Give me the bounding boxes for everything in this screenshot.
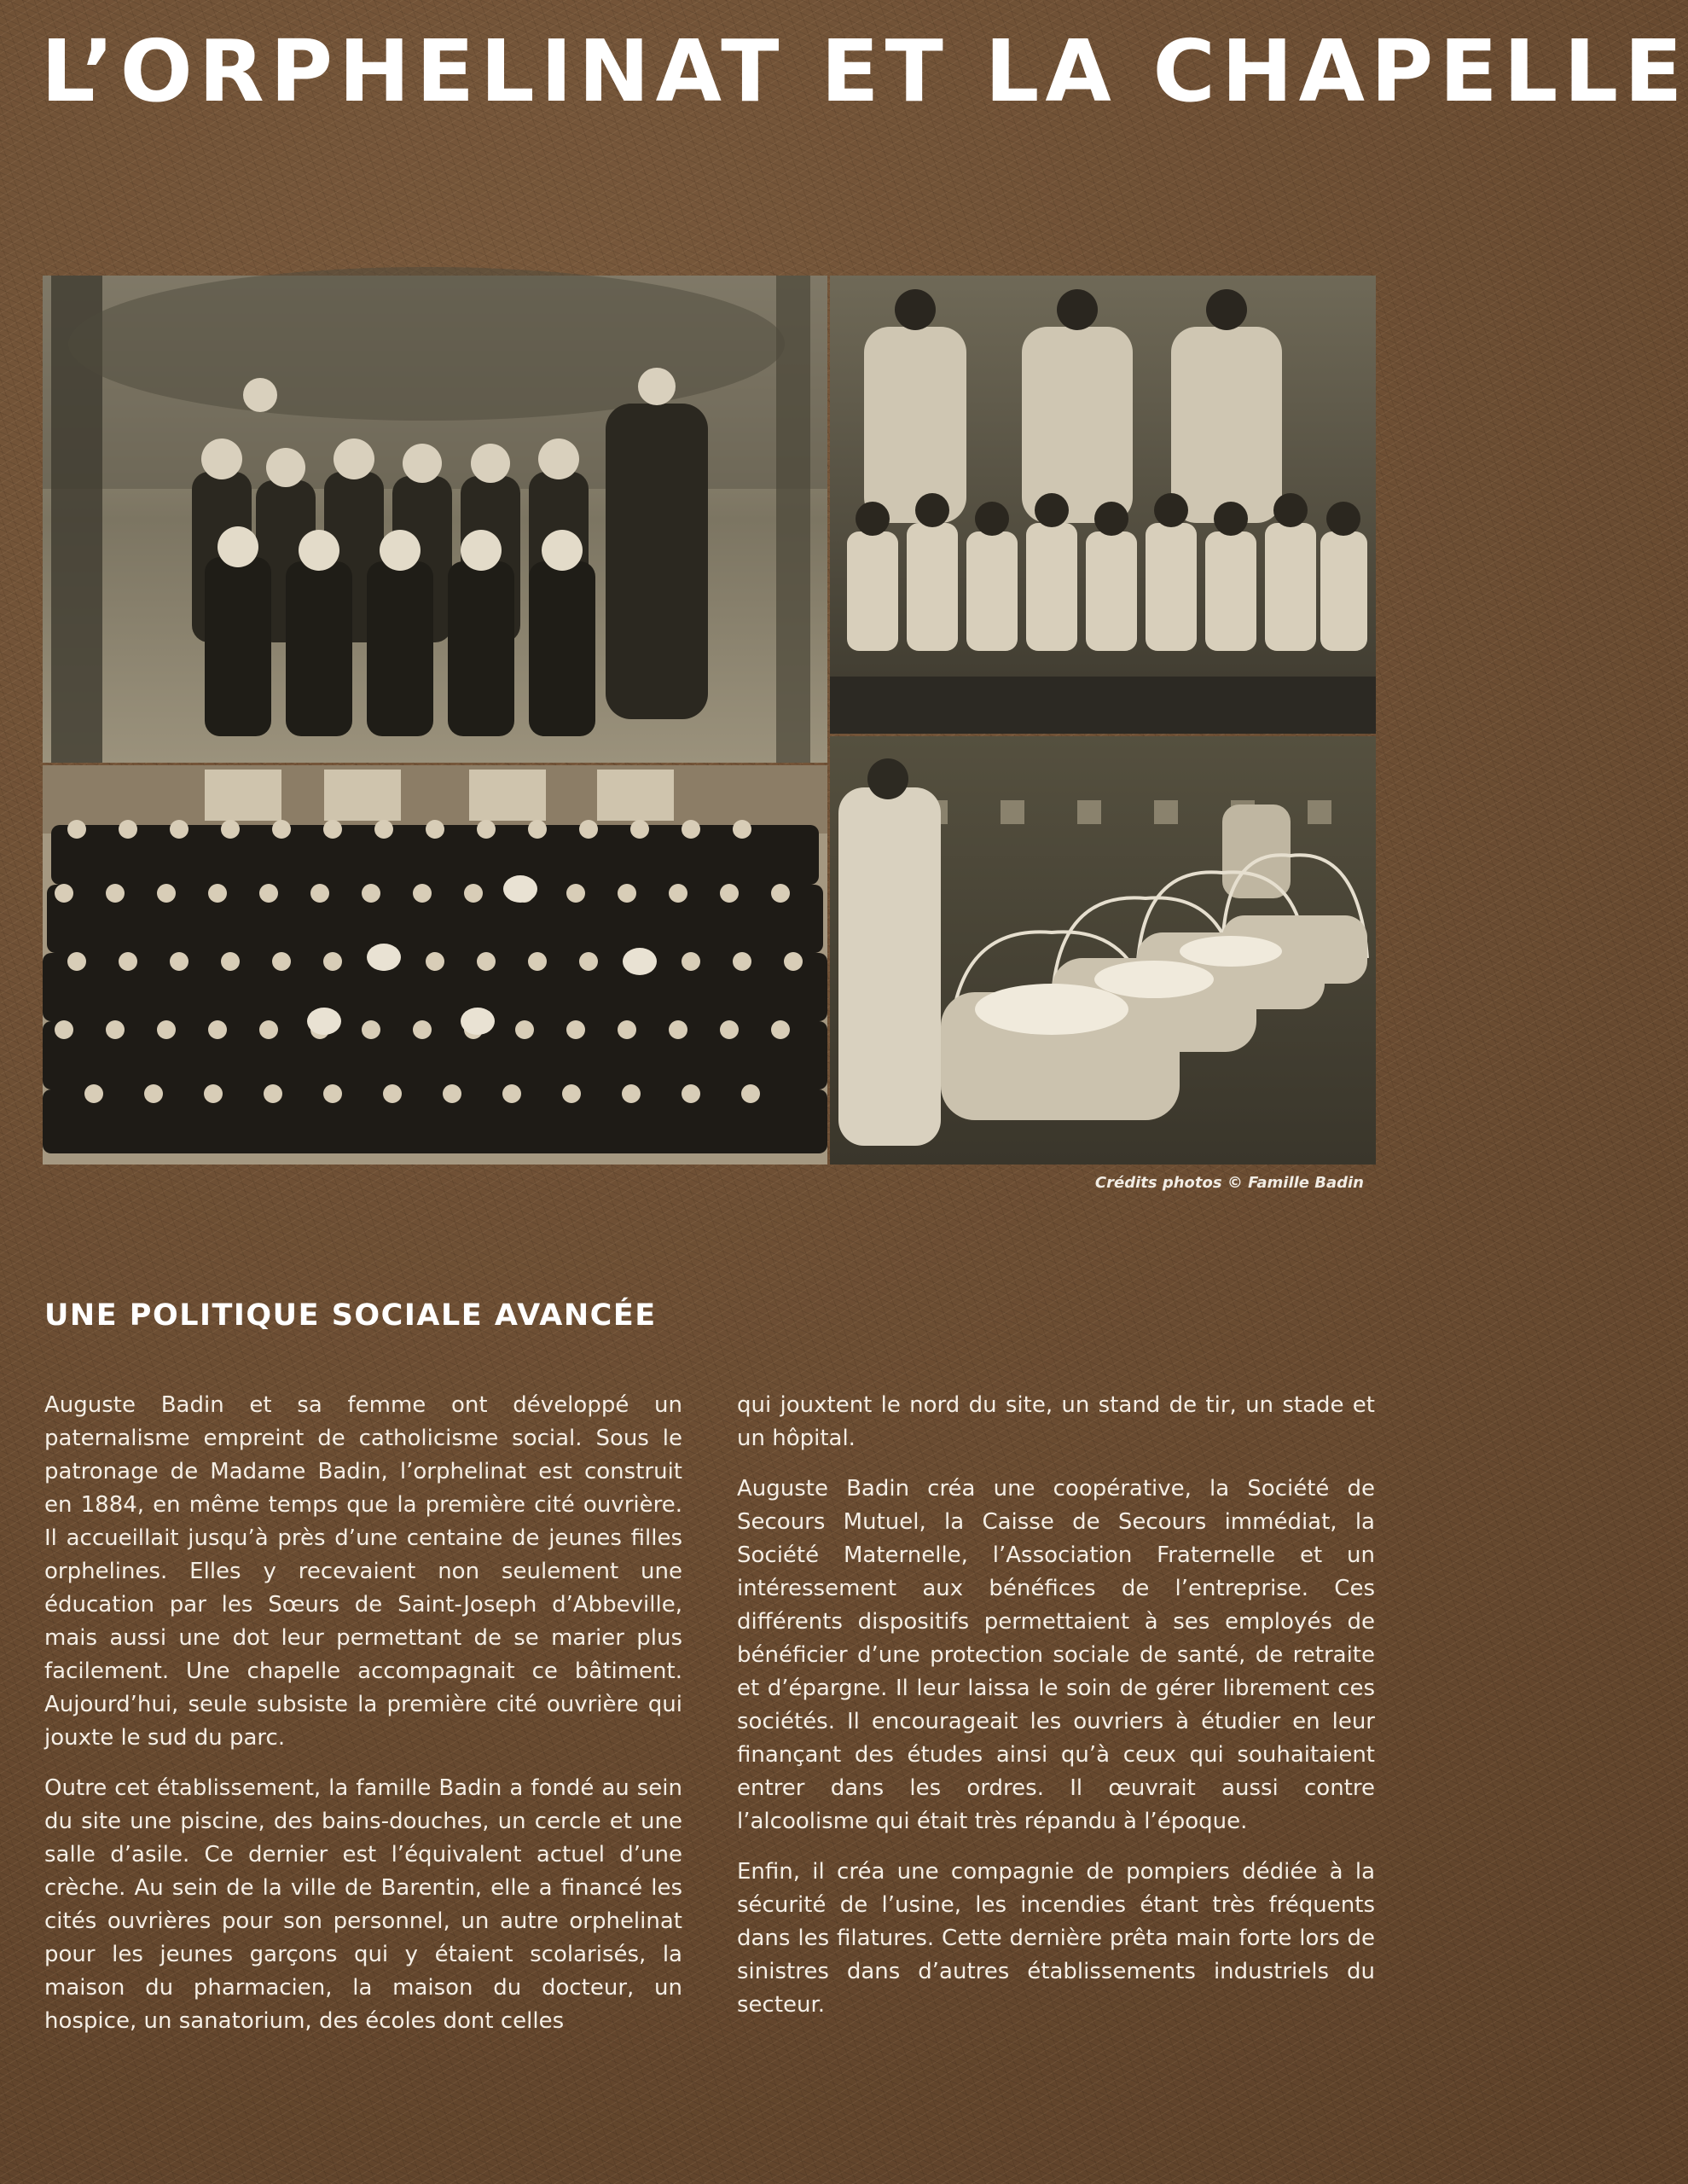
paragraph: Auguste Badin créa une coopérative, la Société de Secours Mutuel, la Caisse de Secours immédiat, la Société Maternelle, l’Association Fraternelle et un intéressement aux bénéfices de l’entreprise. Ces différents dispositifs permettaient à ses employés de bénéficier d’une protection sociale de santé, de retraite et d’épargne. Il leur laissa le soin de gérer librement ces sociétés. Il encourageait les ouvriers à étudier en leur finançant des études ainsi qu’à ceux qui souhaitaient entrer dans les ordres. Il œuvrait aussi contre l’alcoolisme qui était très répandu à l’époque. bbox=[737, 1476, 1375, 1834]
photo-large-group-with-nuns bbox=[43, 765, 827, 1165]
photo-nursery-cribs bbox=[830, 736, 1376, 1165]
photo-orphan-girls-with-nuns bbox=[43, 276, 827, 763]
paragraph: qui jouxtent le nord du site, un stand de tir, un stade et un hôpital. bbox=[737, 1392, 1375, 1451]
paragraph: Auguste Badin et sa femme ont développé un paternalisme empreint de catholicisme social. Sous le patronage de Madame Badin, l’orphelinat est construit en 1884, en même temps que la première cité ouvrière. Il accueillait jusqu’à près d’une centaine de jeunes filles orphelines. Elles y recevaient non seulement une éducation par les Sœurs de Saint-Joseph d’Abbeville, mais aussi une dot leur permettant de se marier plus facilement. Une chapelle accompagnait ce bâtiment. Aujourd’hui, seule subsiste la première cité ouvrière qui jouxte le sud du parc. bbox=[44, 1392, 682, 1751]
paragraph: Outre cet établissement, la famille Badin a fondé au sein du site une piscine, des bains-douches, un cercle et une salle d’asile. Ce dernier est l’équivalent actuel d’une crèche. Au sein de la ville de Barentin, elle a financé les cités ouvrières pour son personnel, un autre orphelinat pour les jeunes garçons qui y étaient scolarisés, la maison du pharmacien, la maison du docteur, un hospice, un sanatorium, des écoles dont celles bbox=[44, 1775, 682, 2034]
section-title: UNE POLITIQUE SOCIALE AVANCÉE bbox=[44, 1298, 657, 1333]
text-column-left bbox=[44, 1389, 682, 2055]
paragraph: Enfin, il créa une compagnie de pompiers dédiée à la sécurité de l’usine, les incendies étant très fréquents dans les filatures. Cette dernière prêta main forte lors de sinistres dans d’autres établissements industriels du secteur. bbox=[737, 1859, 1375, 2018]
page-title: L’ORPHELINAT ET LA CHAPELLE bbox=[41, 21, 1688, 121]
photo-collage bbox=[43, 276, 1376, 1165]
photo-children-with-nurses bbox=[830, 276, 1376, 734]
photo-credits: Crédits photos © Famille Badin bbox=[1094, 1174, 1364, 1192]
text-column-right bbox=[737, 1389, 1375, 2039]
